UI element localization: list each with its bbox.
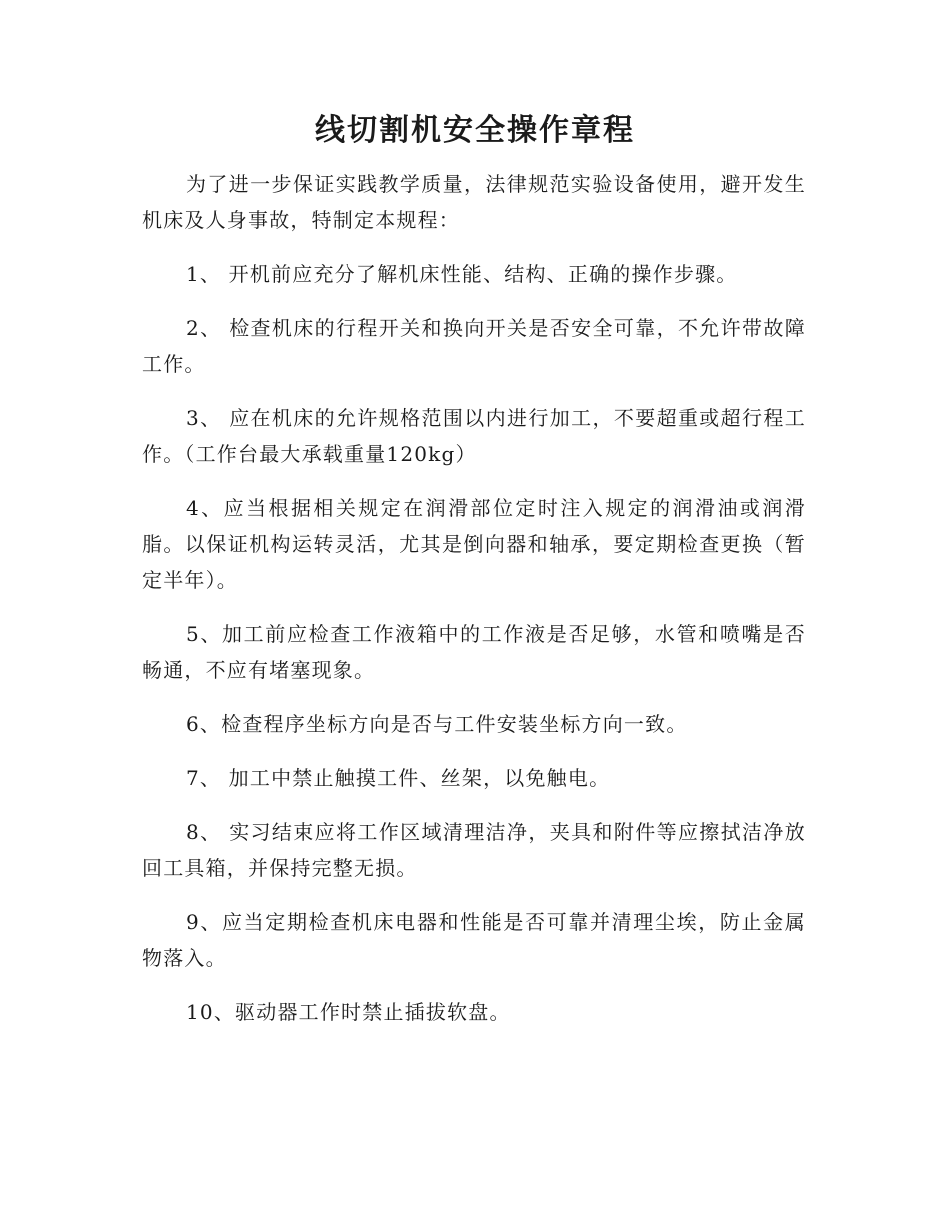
rule-item-6: 6、检查程序坐标方向是否与工件安装坐标方向一致。	[186, 712, 688, 736]
rule-item-7: 7、 加工中禁止触摸工件、丝架，以免触电。	[186, 766, 611, 790]
rule-item-9: 9、应当定期检查机床电器和性能是否可靠并清理尘埃，防止金属物落入。	[142, 910, 806, 970]
rule-item-10: 10、驱动器工作时禁止插拔软盘。	[186, 1000, 511, 1024]
document-body	[142, 166, 806, 1048]
intro-paragraph: 为了进一步保证实践教学质量，法律规范实验设备使用，避开发生机床及人身事故，特制定本规程：	[142, 172, 806, 232]
rule-item-2: 2、 检查机床的行程开关和换向开关是否安全可靠，不允许带故障工作。	[142, 316, 806, 376]
rule-item-4: 4、应当根据相关规定在润滑部位定时注入规定的润滑油或润滑脂。以保证机构运转灵活，尤其是倒向器和轴承，要定期检查更换（暂定半年）。	[142, 496, 806, 592]
rule-item-1: 1、 开机前应充分了解机床性能、结构、正确的操作步骤。	[186, 262, 738, 286]
rule-item-3: 3、 应在机床的允许规格范围以内进行加工，不要超重或超行程工作。（工作台最大承载重量120kg）	[142, 406, 806, 466]
rule-item-8: 8、 实习结束应将工作区域清理洁净，夹具和附件等应擦拭洁净放回工具箱，并保持完整无损。	[142, 820, 806, 880]
document-title: 线切割机安全操作章程	[315, 113, 635, 148]
rule-item-5: 5、加工前应检查工作液箱中的工作液是否足够，水管和喷嘴是否畅通，不应有堵塞现象。	[142, 622, 806, 682]
